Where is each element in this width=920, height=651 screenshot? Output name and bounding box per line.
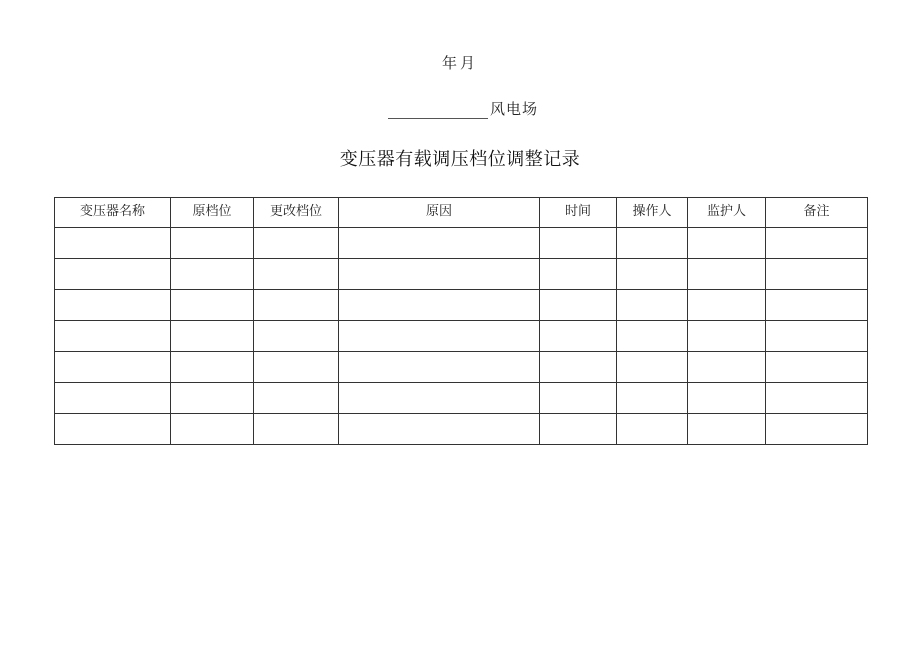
column-header-original-tap: 原档位 xyxy=(171,198,254,228)
table-cell xyxy=(254,228,339,259)
table-cell xyxy=(688,321,766,352)
wind-farm-name-blank xyxy=(388,102,488,119)
table-cell xyxy=(339,290,540,321)
table-cell xyxy=(540,414,617,445)
table-cell xyxy=(766,290,868,321)
table-cell xyxy=(688,414,766,445)
table-cell xyxy=(688,259,766,290)
table-cell xyxy=(339,259,540,290)
table-row xyxy=(55,383,868,414)
table-cell xyxy=(339,352,540,383)
table-cell xyxy=(688,383,766,414)
table-cell xyxy=(540,352,617,383)
table-cell xyxy=(688,352,766,383)
column-header-reason: 原因 xyxy=(339,198,540,228)
column-header-remarks: 备注 xyxy=(766,198,868,228)
table-cell xyxy=(339,414,540,445)
table-cell xyxy=(617,259,688,290)
table-cell xyxy=(617,290,688,321)
table-row xyxy=(55,321,868,352)
table-cell xyxy=(55,259,171,290)
table-cell xyxy=(254,383,339,414)
table-cell xyxy=(617,321,688,352)
table-row xyxy=(55,259,868,290)
table-cell xyxy=(171,228,254,259)
table-cell xyxy=(55,228,171,259)
table-cell xyxy=(766,383,868,414)
table-cell xyxy=(339,228,540,259)
table-cell xyxy=(55,414,171,445)
table-cell xyxy=(766,352,868,383)
table-cell xyxy=(55,321,171,352)
table-cell xyxy=(254,352,339,383)
table-row xyxy=(55,290,868,321)
table-cell xyxy=(617,414,688,445)
table-cell xyxy=(171,414,254,445)
table-cell xyxy=(766,321,868,352)
table-cell xyxy=(339,383,540,414)
adjustment-record-table xyxy=(54,197,868,445)
column-header-time: 时间 xyxy=(540,198,617,228)
table-cell xyxy=(55,290,171,321)
column-header-new-tap: 更改档位 xyxy=(254,198,339,228)
table-cell xyxy=(766,228,868,259)
table-row xyxy=(55,352,868,383)
date-line: 年月 xyxy=(441,54,478,72)
table-cell xyxy=(171,259,254,290)
table-cell xyxy=(617,228,688,259)
table-cell xyxy=(171,352,254,383)
wind-farm-suffix: 风电场 xyxy=(490,100,539,118)
column-header-transformer-name: 变压器名称 xyxy=(55,198,171,228)
table-header-row xyxy=(55,198,868,228)
table-row xyxy=(55,414,868,445)
table-cell xyxy=(55,383,171,414)
table-cell xyxy=(171,290,254,321)
column-header-supervisor: 监护人 xyxy=(688,198,766,228)
table-cell xyxy=(171,321,254,352)
table-cell xyxy=(617,383,688,414)
table-row xyxy=(55,228,868,259)
table-cell xyxy=(254,321,339,352)
page-title: 变压器有载调压档位调整记录 xyxy=(339,149,581,170)
table-cell xyxy=(254,259,339,290)
table-cell xyxy=(540,290,617,321)
table-cell xyxy=(766,259,868,290)
table-cell xyxy=(55,352,171,383)
table-cell xyxy=(540,259,617,290)
table-cell xyxy=(171,383,254,414)
table-cell xyxy=(254,290,339,321)
table-cell xyxy=(688,290,766,321)
table-cell xyxy=(339,321,540,352)
table-cell xyxy=(540,321,617,352)
table-cell xyxy=(688,228,766,259)
column-header-operator: 操作人 xyxy=(617,198,688,228)
table-cell xyxy=(766,414,868,445)
table-cell xyxy=(540,383,617,414)
table-cell xyxy=(254,414,339,445)
table-cell xyxy=(540,228,617,259)
table-cell xyxy=(617,352,688,383)
wind-farm-line xyxy=(388,98,538,119)
